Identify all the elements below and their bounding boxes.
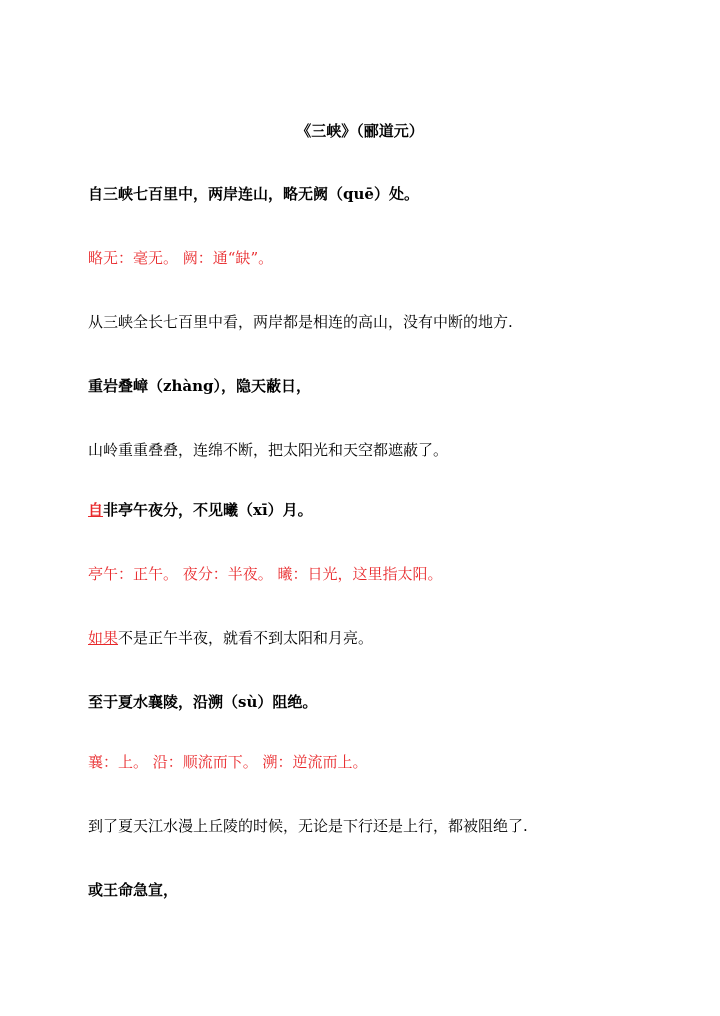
original-text-line-5: 或王命急宣，: [88, 881, 179, 899]
translation-line-1: 从三峡全长七百里中看，两岸都是相连的高山，没有中断的地方.: [88, 313, 513, 331]
translation-rest: 不是正午半夜，就看不到太阳和月亮。: [118, 629, 374, 647]
translation-line-4: 到了夏天江水漫上丘陵的时候，无论是下行还是上行，都被阻绝了.: [88, 817, 528, 835]
original-text-line-4: 至于夏水襄陵，沿溯（sù）阻绝。: [88, 693, 318, 711]
original-text-line-1: 自三峡七百里中，两岸连山，略无阙（quē）处。: [88, 185, 419, 203]
annotation-line-2: 亭午：正午。 夜分：半夜。 曦：日光，这里指太阳。: [88, 565, 443, 583]
annotation-line-1: 略无：毫无。 阙：通“缺”。: [88, 249, 274, 267]
document-title: 《三峡》（郦道元）: [296, 122, 424, 140]
translation-line-2: 山岭重重叠叠，连绵不断，把太阳光和天空都遮蔽了。: [88, 441, 449, 459]
annotation-line-3: 襄：上。 沿：顺流而下。 溯：逆流而上。: [88, 753, 368, 771]
original-text-line-2: 重岩叠嶂（zhàng），隐天蔽日，: [88, 377, 312, 395]
highlighted-character: 自: [88, 501, 104, 519]
original-text-rest: 非亭午夜分，不见曦（xī）月。: [103, 501, 313, 519]
highlighted-phrase: 如果: [88, 629, 119, 647]
original-text-line-3: [88, 499, 688, 521]
translation-line-3: [88, 627, 688, 649]
